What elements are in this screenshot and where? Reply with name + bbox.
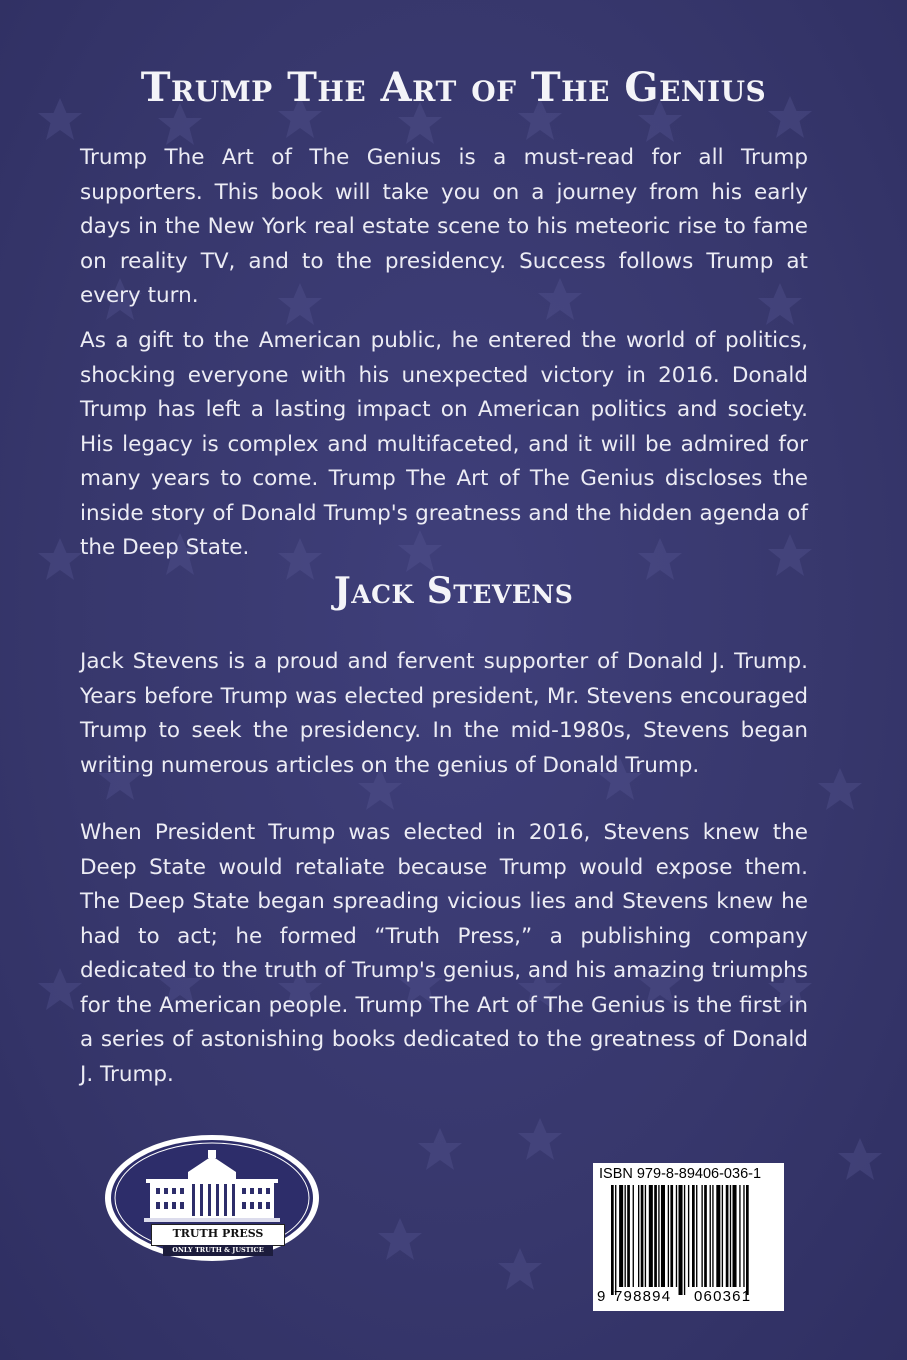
barcode-bar — [692, 1185, 695, 1287]
isbn-label: ISBN 979-8-89406-036-1 — [599, 1166, 762, 1182]
publisher-name-banner — [151, 1224, 285, 1246]
barcode-bar — [649, 1185, 653, 1287]
publisher-tagline: ONLY TRUTH & JUSTICE — [163, 1245, 273, 1256]
barcode-bar — [627, 1185, 630, 1287]
barcode-bar — [668, 1185, 669, 1287]
barcode-bar — [661, 1185, 665, 1287]
barcode-bar — [615, 1185, 616, 1295]
barcode-bar — [712, 1185, 713, 1287]
barcode-digits-left: 798894 — [614, 1288, 672, 1305]
barcode-bar — [641, 1185, 644, 1287]
book-title: Trump The Art of The Genius — [140, 64, 767, 111]
barcode-digit-first: 9 — [597, 1288, 606, 1305]
barcode-bar — [619, 1185, 623, 1287]
author-bio-paragraph-1: Jack Stevens is a proud and fervent supporter of Donald J. Trump. Years before Trump was elected president, Mr. Stevens encouraged Trump to seek the presidency. In the mid-1980s, Stevens began writing numerous articles on the genius of Donald Trump. — [80, 649, 808, 778]
publisher-logo — [104, 1134, 320, 1262]
barcode-bar — [701, 1185, 702, 1287]
barcode-bar — [739, 1185, 740, 1287]
barcode-bar — [746, 1185, 749, 1295]
barcode-bar — [611, 1185, 614, 1295]
barcode-bar — [676, 1185, 677, 1287]
author-bio-paragraph-2: When President Trump was elected in 2016, Stevens knew the Deep State would retaliate because Trump would expose them. The Deep State began spreading vicious lies and Stevens knew he had to act; he formed “Truth Press,” a publishing company dedicated to the truth of Trump's genius, and his amazing triumphs for the American people. Trump The Art of The Genius is the first in a series of astonishing books dedicated to the greatness of Donald J. Trump. — [80, 820, 808, 1087]
description-paragraph-2: As a gift to the American public, he entered the world of politics, shocking everyone with his unexpected victory in 2016. Donald Trump has left a lasting impact on American politics and society. His legacy is complex and multifaceted, and it will be admired for many years to come. Trump The Art of The Genius discloses the inside story of Donald Trump's greatness and the hidden agenda of the Deep State. — [80, 328, 808, 560]
barcode-bar — [726, 1185, 729, 1287]
barcode-digits-right: 060361 — [694, 1288, 752, 1305]
barcode-bar — [704, 1185, 707, 1287]
barcode-bar — [743, 1185, 744, 1287]
barcode-bar — [733, 1185, 737, 1287]
author-heading: Jack Stevens — [333, 570, 574, 612]
barcode-bar — [716, 1185, 720, 1287]
barcode-bar — [679, 1185, 683, 1295]
barcode-bar — [730, 1185, 731, 1287]
barcode-bar — [722, 1185, 723, 1287]
barcode-bar — [633, 1185, 634, 1287]
barcode-bar — [658, 1185, 659, 1287]
barcode-bar — [710, 1185, 711, 1287]
barcode-bar — [688, 1185, 689, 1287]
publisher-name: TRUTH PRESS — [172, 1227, 264, 1240]
barcode-bar — [645, 1185, 646, 1287]
isbn-barcode — [593, 1163, 784, 1311]
barcode-bar — [670, 1185, 673, 1287]
barcode-bar — [638, 1185, 639, 1287]
barcode-bar — [625, 1185, 626, 1287]
barcode-bar — [696, 1185, 697, 1287]
description-paragraph-1: Trump The Art of The Genius is a must-read for all Trump supporters. This book will take you on a journey from his early days in the New York real estate scene to his meteoric rise to fame on reality TV, and to the presidency. Success follows Trump at every turn. — [80, 145, 808, 308]
barcode-bar — [654, 1185, 657, 1287]
barcode-bar — [684, 1185, 685, 1295]
